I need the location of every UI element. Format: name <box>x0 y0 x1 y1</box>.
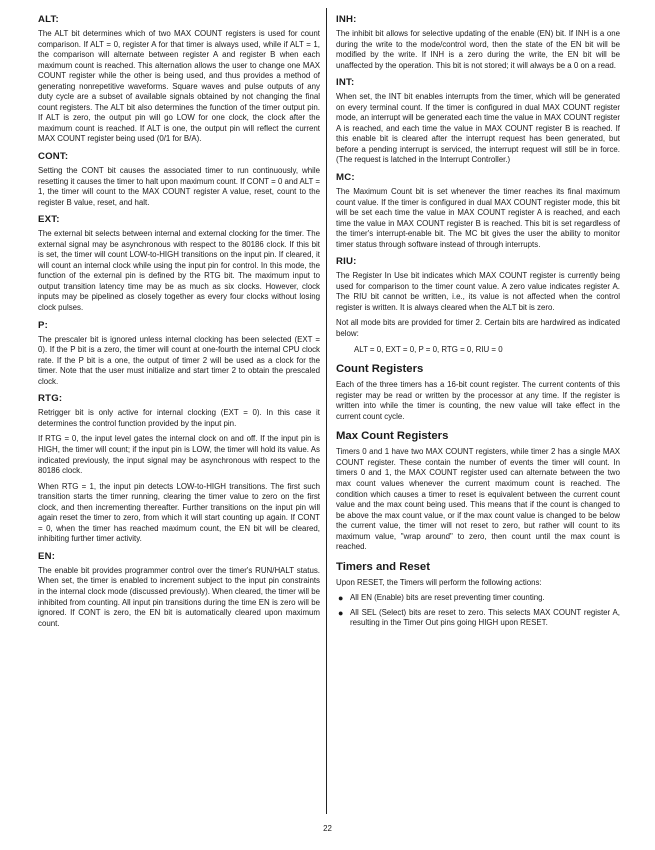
timers-and-reset-paragraph: Upon RESET, the Timers will perform the following actions: <box>336 577 542 587</box>
riu-paragraph-2: Not all mode bits are provided for timer 2. Certain bits are hardwired as indicated below: <box>336 318 620 339</box>
inh-heading: INH: <box>336 14 357 25</box>
mc-paragraph: The Maximum Count bit is set whenever the timer reaches its final maximum count value. If the timer is configured in dual MAX COUNT register mode, this bit will be set each time the value in MAX COUNT register A is reached, and each time the value in MAX COUNT register B is reached. This bit is set regardless of the timer's interrupt-enable bit. The MC bit gives the user the ability to monitor timer status through software instead of through interrupts. <box>336 187 620 249</box>
count-registers-heading: Count Registers <box>336 363 424 376</box>
p-heading: P: <box>38 319 48 331</box>
cont-heading: CONT: <box>38 151 69 163</box>
rtg-heading: RTG: <box>38 393 63 405</box>
hardwired-bits-equation: ALT = 0, EXT = 0, P = 0, RTG = 0, RIU = 0 <box>354 344 503 354</box>
inh-paragraph: The inhibit bit allows for selective updating of the enable (EN) bit. If INH is a one during the write to the mode/control word, then the state of the EN bit will be modified by the write. If INH is a zero during the write, the EN bit will be unaffected by the operation. This bit is not stored; it will always be a 0 on a read. <box>336 29 620 70</box>
column-divider <box>326 8 327 814</box>
alt-heading: ALT: <box>38 14 59 25</box>
riu-paragraph-1: The Register In Use bit indicates which MAX COUNT register is currently being used for comparison to the timer count value. A zero value indicates register A. The RIU bit cannot be written, i.e., its value is not affected when the control register is written. It is always cleared when the ALT bit is zero. <box>336 271 620 312</box>
int-heading: INT: <box>336 77 355 89</box>
mc-heading: MC: <box>336 172 355 184</box>
en-paragraph: The enable bit provides programmer control over the timer's RUN/HALT status. When set, the timer is enabled to increment subject to the input pin constraints in the internal clock mode (discussed previously). When cleared, the timer will be inhibited from counting. All input pin transitions during the time EN is zero will be ignored. If CONT is zero, the EN bit is automatically cleared upon maximum count. <box>38 565 320 628</box>
en-heading: EN: <box>38 550 56 562</box>
p-paragraph: The prescaler bit is ignored unless internal clocking has been selected (EXT = 0). If the P bit is a zero, the timer will count at one-fourth the internal CPU clock rate. If the P bit is a one, the output of timer 2 will be used as a clock for the timer. Note that the user must initialize and start timer 2 to obtain the prescaled clock. <box>38 334 320 386</box>
riu-heading: RIU: <box>336 256 357 268</box>
max-count-registers-heading: Max Count Registers <box>336 430 449 443</box>
count-registers-paragraph: Each of the three timers has a 16-bit count register. The current contents of this register may be read or written by the processor at any time. If the register is written into while the timer is counting, the new value will take effect in the current count cycle. <box>336 380 620 421</box>
list-item-text: All EN (Enable) bits are reset preventing timer counting. <box>350 593 545 603</box>
max-count-registers-paragraph: Timers 0 and 1 have two MAX COUNT registers, while timer 2 has a single MAX COUNT register. These contain the number of events the timer will count. In timers 0 and 1, the MAX COUNT register used can alternate between the two max count values whenever the current maximum count is reached. The condition which causes a timer to reset is equivalent between the current count value and the max count being used. This means that if the count is changed to be above the max count value, or if the max count value is changed to be below the current value, the timer will not reset to zero, but rather will count to its maximum value, "wrap around" to zero, then count until the max count is reached. <box>336 447 620 552</box>
bullet-icon: ● <box>338 593 344 604</box>
rtg-paragraph-2: If RTG = 0, the input level gates the internal clock on and off. If the input pin is HIGH, the timer will count; if the input pin is LOW, the timer will hold its value. As indicated previously, the input signal may be asynchronous with respect to the 80186 clock. <box>38 434 320 476</box>
right-column <box>336 8 620 633</box>
ext-paragraph: The external bit selects between internal and external clocking for the timer. The external signal may be asynchronous with respect to the 80186 clock. If this bit is set, the timer will count LOW-to-HIGH transitions on the input pin. If cleared, it will count an internal clock while using the input pin for control. In this mode, the function of the external pin is defined by the RTG bit. The maximum input to output transition latency time may be as much as six clocks. However, clock inputs may be pipelined as closely together as every four clocks without losing clock pulses. <box>38 229 320 313</box>
timers-and-reset-heading: Timers and Reset <box>336 560 430 573</box>
list-item <box>336 608 620 629</box>
list-item-text: All SEL (Select) bits are reset to zero. This selects MAX COUNT register A, resulting in the Timer Out pins going HIGH upon RESET. <box>350 607 620 628</box>
ext-heading: EXT: <box>38 214 60 226</box>
list-item <box>336 593 620 604</box>
bullet-icon: ● <box>338 607 344 618</box>
alt-paragraph: The ALT bit determines which of two MAX COUNT registers is used for count comparison. If ALT = 0, register A for that timer is always used, while if ALT = 1, the comparison will alternate between register A and register B when each maximum count is reached. This alternation allows the user to change one MAX COUNT register while the other is being used, and thus provides a method of generating nonrepetitive waveforms. Square waves and pulse outputs of any duty cycle are a subset of available signals obtained by not changing the final count registers. The ALT bit also determines the function of the timer output pin. If ALT is zero, the output pin will go LOW for one clock, the clock after the maximum count is reached. If ALT is one, the output pin will reflect the current MAX COUNT register being used (0/1 for B/A). <box>38 29 320 144</box>
cont-paragraph: Setting the CONT bit causes the associated timer to run continuously, while resetting it causes the timer to halt upon maximum count. If CONT = 0 and ALT = 1, the timer will count to the MAX COUNT register A value, reset, count to the register B value, reset, and halt. <box>38 166 321 207</box>
page-number: 22 <box>323 824 332 833</box>
int-paragraph: When set, the INT bit enables interrupts from the timer, which will be generated on every terminal count. If the timer is configured in dual MAX COUNT register mode, an interrupt will be generated each time the value in MAX COUNT register A is reached, and each time the value in MAX COUNT register B is reached. If this enable bit is cleared after the interrupt request has been generated, but before a pending interrupt is serviced, the interrupt request will still be in force. (The request is latched in the Interrupt Controller.) <box>336 92 620 165</box>
rtg-paragraph-1: Retrigger bit is only active for internal clocking (EXT = 0). In this case it determines the control function provided by the input pin. <box>38 408 320 428</box>
reset-actions-list <box>336 593 620 629</box>
rtg-paragraph-3: When RTG = 1, the input pin detects LOW-to-HIGH transitions. The first such transition starts the timer running, clearing the timer value to zero on the first clock, and then incrementing thereafter. Further transitions on the input pin will again reset the timer to zero, from which it will start counting up again. If CONT = 0, when the timer has reached maximum count, the EN bit will be cleared, inhibiting further timer activity. <box>38 481 320 544</box>
left-column <box>38 8 320 634</box>
